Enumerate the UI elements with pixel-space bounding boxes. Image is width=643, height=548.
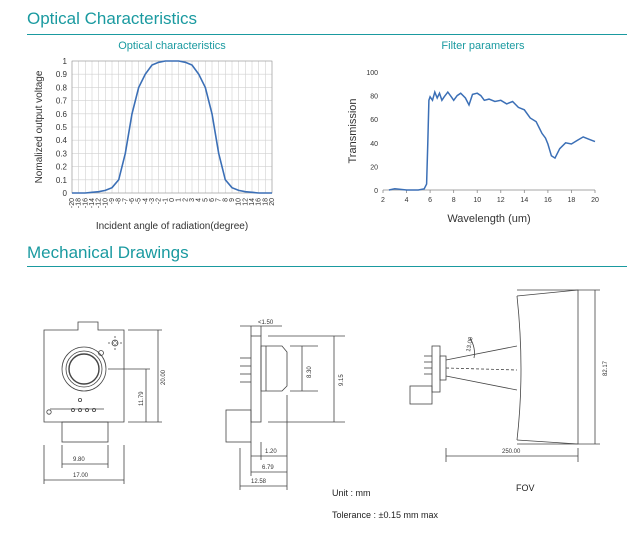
optical-chart-title: Optical characteristics [118, 40, 226, 52]
dim-pin-width: 9.80 [73, 457, 85, 463]
y-tick-label: 0.8 [55, 83, 67, 93]
x-tick-label: -2 [155, 198, 163, 205]
y-tick-label: 80 [370, 93, 378, 101]
x-tick-label: 10 [235, 198, 243, 206]
x-tick-label: -7 [122, 198, 130, 205]
dim-side-d2: 6.79 [262, 465, 274, 471]
dim-fov-distance: 250.00 [502, 449, 521, 455]
y-tick-label: 0.9 [55, 70, 67, 80]
side-view-drawing [226, 326, 345, 490]
x-tick-label: 12 [496, 197, 505, 204]
x-tick-label: 3 [189, 198, 196, 202]
x-axis-label: Incident angle of radiation(degree) [95, 221, 249, 232]
x-tick-label: 0 [169, 198, 176, 202]
x-tick-label: 2 [182, 198, 190, 202]
x-tick-label: 6 [209, 198, 216, 202]
y-tick-label: 40 [370, 140, 378, 148]
fov-drawing [410, 290, 600, 462]
x-tick-label: -18 [75, 198, 83, 209]
x-tick-label: 8 [451, 197, 456, 204]
tolerance-note: Tolerance : ±0.15 mm max [332, 510, 438, 520]
x-tick-label: 1 [175, 198, 183, 202]
dim-front-height: 20.00 [161, 369, 167, 385]
dim-front-width: 17.00 [73, 473, 89, 479]
optical-section-title: Optical Characteristics [27, 9, 198, 28]
x-tick-label: 16 [255, 198, 263, 206]
x-tick-label: 5 [202, 198, 210, 202]
x-tick-label: 12 [242, 198, 250, 206]
y-tick-label: 20 [370, 164, 378, 172]
x-tick-label: -6 [129, 198, 136, 205]
x-tick-label: -10 [102, 198, 110, 209]
dim-side-d1: 1.20 [265, 449, 277, 455]
y-tick-label: 0 [374, 188, 378, 195]
y-tick-label: 100 [366, 70, 378, 77]
y-tick-label: 0.7 [55, 96, 67, 106]
x-tick-label: 10 [473, 197, 482, 204]
x-tick-label: 4 [404, 197, 409, 204]
dim-side-lens: 8.30 [307, 366, 313, 378]
y-tick-label: 60 [370, 117, 378, 125]
dim-fov-height: 82.17 [603, 360, 609, 376]
x-tick-label: 4 [195, 198, 203, 202]
x-tick-label: -3 [149, 198, 156, 205]
x-tick-label: -5 [135, 198, 143, 205]
x-tick-label: -4 [142, 198, 150, 205]
x-tick-label: 8 [222, 198, 230, 202]
unit-note: Unit : mm [332, 488, 371, 498]
y-tick-label: 0.5 [55, 123, 67, 132]
x-tick-label: 7 [215, 198, 223, 202]
y-tick-label: 1 [62, 57, 67, 66]
dim-side-body: 9.15 [339, 374, 345, 386]
x-tick-label: -12 [95, 198, 103, 209]
dim-side-d3: 12.58 [251, 479, 267, 485]
dim-fov-angle: 13.00 [466, 336, 475, 353]
x-tick-label: -8 [115, 198, 123, 205]
dim-pin-height: 11.79 [139, 391, 145, 406]
filter-chart-title: Filter parameters [441, 40, 525, 52]
y-axis-label: Nomalized output voltage [34, 70, 45, 184]
x-tick-label: 6 [428, 197, 433, 204]
x-tick-label: 16 [543, 197, 552, 204]
x-tick-label: -14 [89, 198, 96, 209]
x-tick-label: 14 [249, 198, 256, 206]
y-tick-label: 0 [62, 189, 67, 198]
y-axis-label: Transmission [347, 98, 359, 164]
x-tick-label: 18 [262, 198, 270, 206]
x-tick-label: 2 [381, 197, 385, 204]
mechanical-section-title: Mechanical Drawings [27, 243, 189, 262]
y-tick-label: 0.4 [55, 136, 67, 146]
x-tick-label: 18 [567, 197, 576, 204]
x-tick-label: -1 [162, 198, 170, 205]
x-tick-label: 20 [269, 198, 276, 206]
x-tick-label: -16 [82, 198, 90, 209]
x-axis-label: Wavelength (um) [447, 213, 531, 225]
y-tick-label: 0.2 [55, 162, 67, 172]
fov-label: FOV [516, 483, 535, 493]
y-tick-label: 0.1 [55, 175, 67, 185]
dim-side-top: <1.50 [258, 320, 274, 326]
x-tick-label: 14 [520, 197, 529, 204]
y-tick-label: 0.6 [55, 109, 67, 119]
x-tick-label: 20 [591, 197, 599, 204]
x-tick-label: -9 [109, 198, 116, 205]
y-tick-label: 0.3 [55, 149, 67, 159]
x-tick-label: -20 [69, 198, 76, 209]
x-tick-label: 9 [229, 198, 236, 202]
